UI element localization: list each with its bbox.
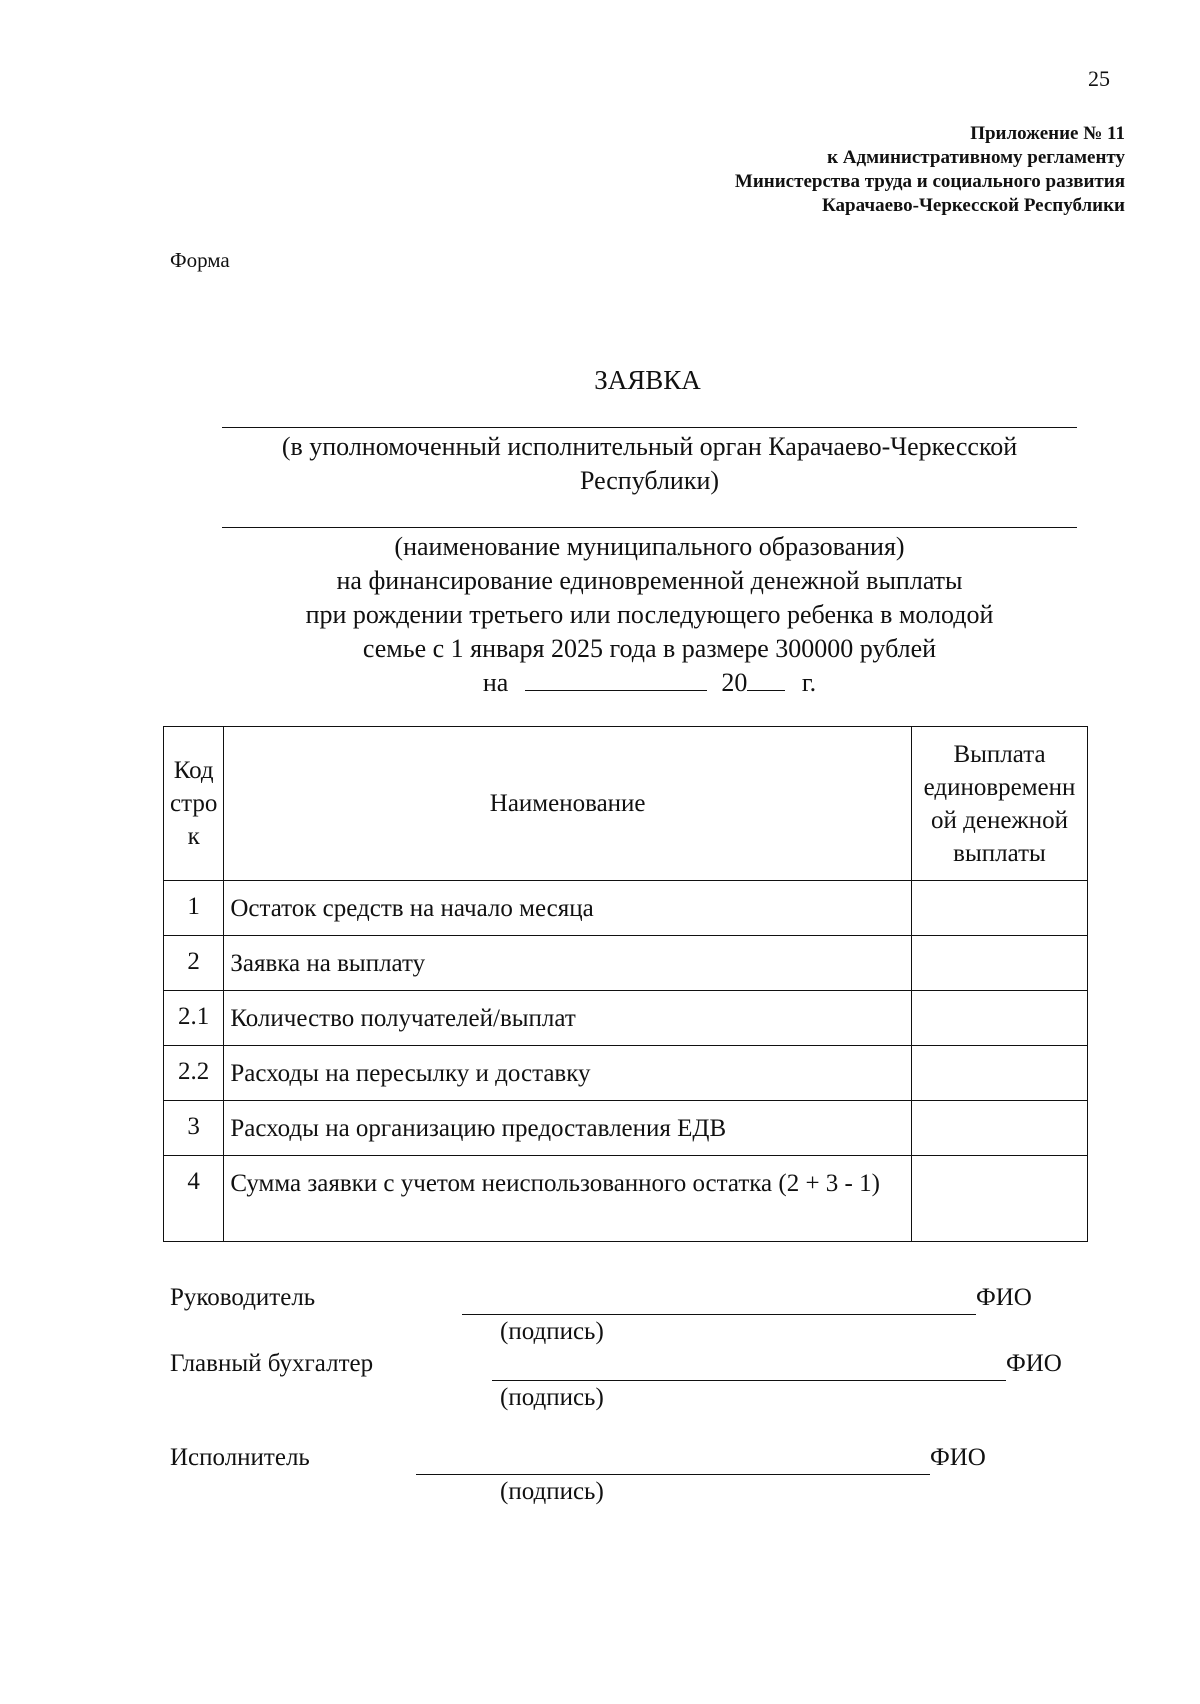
appendix-line-4: Карачаево-Черкесской Республики — [822, 195, 1125, 216]
executor-signature-note: (подпись) — [500, 1478, 604, 1505]
municipality-caption: (наименование муниципального образования) — [394, 532, 905, 561]
purpose-line-2: при рождении третьего или последующего ребенка в молодой — [305, 600, 994, 629]
date-blank — [525, 668, 707, 691]
table-row — [164, 991, 1088, 1046]
head-signature-line[interactable] — [462, 1314, 976, 1315]
row-name: Расходы на пересылку и доставку — [224, 1046, 912, 1101]
executor-fio: ФИО — [930, 1444, 986, 1471]
year-prefix: 20 — [721, 668, 748, 697]
header-payment-line: ой денежной — [931, 806, 1068, 834]
header-payment — [912, 727, 1088, 881]
chief-accountant-fio: ФИО — [1006, 1350, 1062, 1377]
row-code: 1 — [164, 881, 224, 936]
row-value[interactable] — [912, 1101, 1088, 1156]
row-value[interactable] — [912, 1046, 1088, 1101]
authority-caption-line-2: Республики) — [579, 466, 720, 495]
date-line — [222, 666, 1077, 700]
year-blank — [747, 668, 785, 691]
row-name: Количество получателей/выплат — [224, 991, 912, 1046]
date-suffix: г. — [801, 668, 817, 697]
row-value[interactable] — [912, 936, 1088, 991]
municipality-fill-line — [222, 527, 1077, 528]
header-code-line: к — [187, 823, 200, 850]
request-table — [163, 726, 1088, 1242]
appendix-line-3: Министерства труда и социального развития — [734, 171, 1125, 192]
date-prefix: на — [482, 668, 509, 697]
header-code-line: Код — [173, 757, 214, 784]
row-value[interactable] — [912, 1156, 1088, 1242]
header-code-line: стро — [170, 790, 218, 817]
row-code: 2 — [164, 936, 224, 991]
purpose-line-1: на финансирование единовременной денежной выплаты — [336, 566, 963, 595]
row-code: 2.2 — [164, 1046, 224, 1101]
header-payment-line: единовременн — [923, 773, 1076, 801]
appendix-header — [735, 122, 1125, 218]
page-number: 25 — [1088, 66, 1110, 91]
row-value[interactable] — [912, 881, 1088, 936]
authority-fill-line — [222, 427, 1077, 428]
head-label: Руководитель — [170, 1284, 316, 1311]
chief-accountant-label: Главный бухгалтер — [170, 1350, 374, 1377]
document-title: ЗАЯВКА — [594, 365, 701, 395]
row-code: 2.1 — [164, 991, 224, 1046]
head-signature-note: (подпись) — [500, 1318, 604, 1345]
row-name: Расходы на организацию предоставления ЕДВ — [224, 1101, 912, 1156]
row-name: Остаток средств на начало месяца — [224, 881, 912, 936]
header-name: Наименование — [224, 727, 912, 881]
chief-accountant-signature-line[interactable] — [492, 1380, 1006, 1381]
executor-signature-line[interactable] — [416, 1474, 930, 1475]
row-name: Сумма заявки с учетом неиспользованного остатка (2 + 3 - 1) — [224, 1156, 912, 1242]
table-header-row — [164, 727, 1088, 881]
header-code — [164, 727, 224, 881]
table-row — [164, 1046, 1088, 1101]
head-fio: ФИО — [976, 1284, 1032, 1311]
appendix-line-1: Приложение № 11 — [970, 123, 1125, 144]
header-payment-line: Выплата — [953, 740, 1046, 768]
row-code: 4 — [164, 1156, 224, 1242]
table-row — [164, 1101, 1088, 1156]
authority-caption — [222, 430, 1077, 498]
form-label: Форма — [170, 248, 230, 272]
purpose-block — [222, 530, 1077, 700]
appendix-line-2: к Административному регламенту — [827, 147, 1125, 168]
table-row — [164, 881, 1088, 936]
executor-label: Исполнитель — [170, 1444, 310, 1471]
chief-accountant-signature-note: (подпись) — [500, 1384, 604, 1411]
table-row — [164, 1156, 1088, 1242]
purpose-line-3: семье с 1 января 2025 года в размере 300000 рублей — [362, 634, 937, 663]
authority-caption-line-1: (в уполномоченный исполнительный орган Карачаево-Черкесской — [281, 432, 1018, 461]
row-name: Заявка на выплату — [224, 936, 912, 991]
row-value[interactable] — [912, 991, 1088, 1046]
table-row — [164, 936, 1088, 991]
header-payment-line: выплаты — [953, 839, 1046, 867]
row-code: 3 — [164, 1101, 224, 1156]
